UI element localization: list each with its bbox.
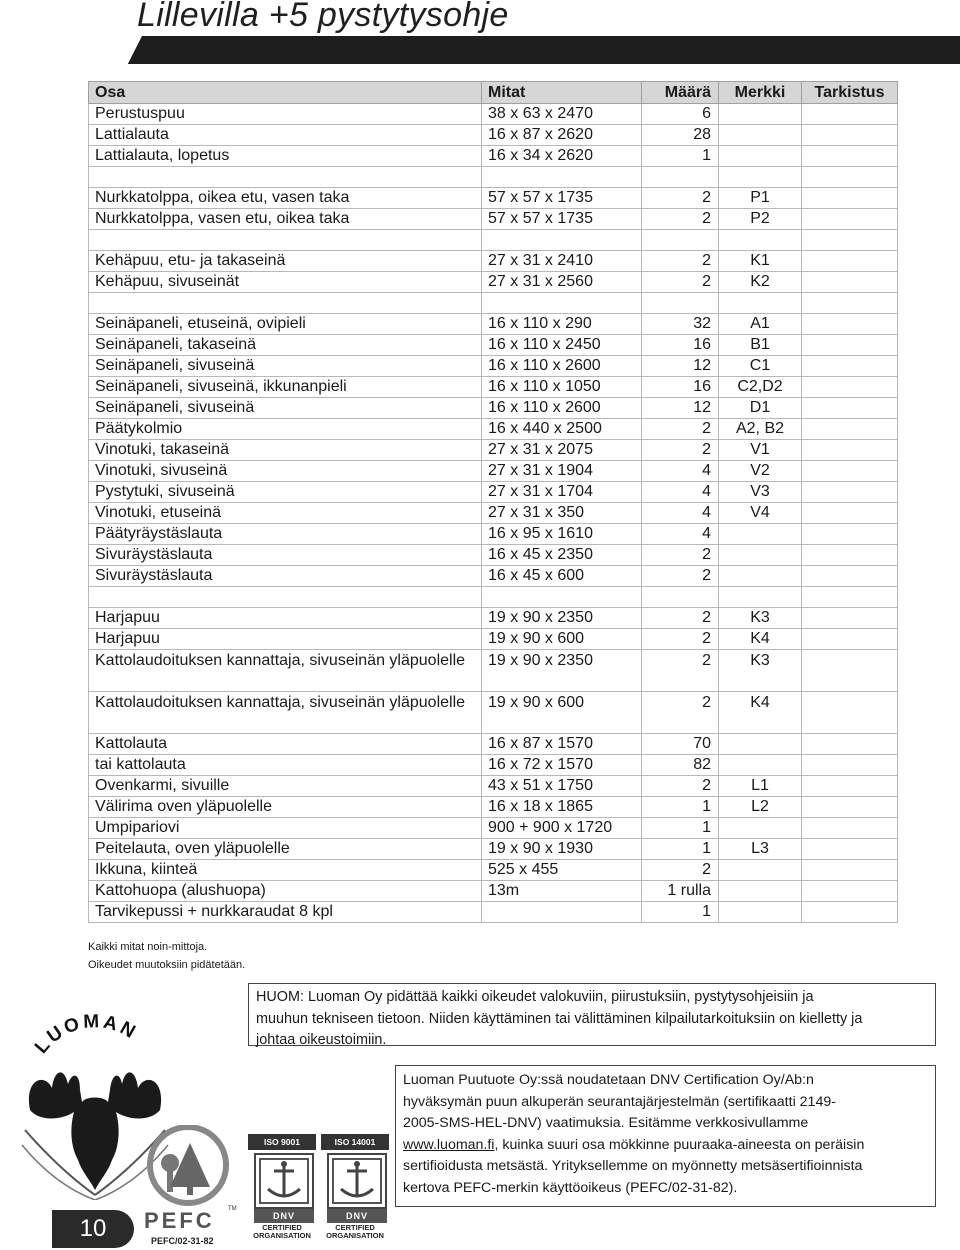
cell-mitat: 19 x 90 x 1930 (482, 839, 642, 860)
organisation-text: ORGANISATION (326, 1231, 384, 1240)
cell-tarkistus[interactable] (802, 314, 898, 335)
cell-mitat: 27 x 31 x 1704 (482, 482, 642, 503)
cell-maara (642, 167, 719, 188)
cell-osa: Harjapuu (89, 629, 482, 650)
certification-notice (395, 1065, 936, 1207)
cell-mitat: 16 x 34 x 2620 (482, 146, 642, 167)
svg-text:LUOMAN (31, 1011, 141, 1058)
parts-table (88, 81, 898, 923)
table-row (89, 398, 898, 419)
cell-mitat: 57 x 57 x 1735 (482, 209, 642, 230)
cell-maara: 1 (642, 146, 719, 167)
cert-line: Luoman Puutuote Oy:ssä noudatetaan DNV Certification Oy/Ab:n (403, 1072, 814, 1088)
cell-merkki (719, 545, 802, 566)
cell-maara: 28 (642, 125, 719, 146)
cell-maara (642, 230, 719, 251)
table-row (89, 839, 898, 860)
cell-maara: 1 rulla (642, 881, 719, 902)
table-row (89, 335, 898, 356)
certified-text: CERTIFIED (335, 1223, 375, 1232)
cell-tarkistus[interactable] (802, 524, 898, 545)
cell-osa: Nurkkatolppa, oikea etu, vasen taka (89, 188, 482, 209)
cell-maara (642, 587, 719, 608)
table-row (89, 545, 898, 566)
table-row (89, 104, 898, 125)
cell-merkki (719, 734, 802, 755)
cell-tarkistus[interactable] (802, 881, 898, 902)
title-bar (0, 36, 960, 64)
cell-maara: 2 (642, 419, 719, 440)
cell-osa: Vinotuki, etuseinä (89, 503, 482, 524)
cell-merkki (719, 146, 802, 167)
cell-maara: 2 (642, 776, 719, 797)
cell-mitat: 16 x 440 x 2500 (482, 419, 642, 440)
cell-merkki: P2 (719, 209, 802, 230)
certificate-emblem (254, 1153, 314, 1209)
table-row (89, 566, 898, 587)
cell-maara: 1 (642, 902, 719, 923)
cell-mitat: 16 x 95 x 1610 (482, 524, 642, 545)
column-header-tarkistus: Tarkistus (802, 82, 898, 104)
cell-merkki (719, 902, 802, 923)
cell-osa: Kehäpuu, sivuseinät (89, 272, 482, 293)
cell-maara: 2 (642, 860, 719, 881)
cell-tarkistus[interactable] (802, 503, 898, 524)
huom-notice (248, 983, 936, 1046)
table-row (89, 524, 898, 545)
cell-tarkistus[interactable] (802, 839, 898, 860)
iso9001-certificate-badge (248, 1134, 316, 1242)
cell-osa: Kehäpuu, etu- ja takaseinä (89, 251, 482, 272)
cell-merkki: K3 (719, 608, 802, 629)
table-row (89, 188, 898, 209)
certified-organisation-caption (317, 1224, 393, 1240)
cell-mitat: 16 x 72 x 1570 (482, 755, 642, 776)
cell-maara: 2 (642, 650, 719, 692)
cell-tarkistus[interactable] (802, 335, 898, 356)
cell-merkki (719, 587, 802, 608)
cell-merkki (719, 167, 802, 188)
cell-tarkistus[interactable] (802, 146, 898, 167)
cell-mitat: 19 x 90 x 600 (482, 629, 642, 650)
huom-line: HUOM: Luoman Oy pidättää kaikki oikeudet valokuviin, piirustuksiin, pystytysohjeisiin ja (256, 989, 814, 1005)
cell-tarkistus[interactable] (802, 440, 898, 461)
cell-osa: Kattolaudoituksen kannattaja, sivuseinän yläpuolelle (89, 650, 482, 692)
cell-maara: 1 (642, 818, 719, 839)
note-measurements: Kaikki mitat noin-mittoja. (88, 941, 208, 953)
cell-merkki: C2,D2 (719, 377, 802, 398)
cell-maara: 12 (642, 398, 719, 419)
cell-osa: Seinäpaneli, etuseinä, ovipieli (89, 314, 482, 335)
cell-osa (89, 587, 482, 608)
table-row (89, 755, 898, 776)
cell-merkki (719, 293, 802, 314)
cell-mitat (482, 167, 642, 188)
table-row (89, 902, 898, 923)
column-header-maara: Määrä (642, 82, 719, 104)
cell-merkki: A1 (719, 314, 802, 335)
cell-osa: Nurkkatolppa, vasen etu, oikea taka (89, 209, 482, 230)
page-number: 10 (52, 1210, 134, 1248)
cell-osa: Harjapuu (89, 608, 482, 629)
cell-maara: 4 (642, 503, 719, 524)
cell-tarkistus[interactable] (802, 293, 898, 314)
cell-osa: Päätyräystäslauta (89, 524, 482, 545)
cell-tarkistus[interactable] (802, 818, 898, 839)
cell-mitat (482, 587, 642, 608)
cell-merkki: C1 (719, 356, 802, 377)
luoman-logo-text: LUOMAN (31, 1011, 142, 1058)
cert-line: hyväksymän puun alkuperän seurantajärjestelmän (sertifikaatti 2149- (403, 1093, 836, 1110)
column-header-merkki: Merkki (719, 82, 802, 104)
cell-merkki (719, 104, 802, 125)
page-title: Lillevilla +5 pystytysohje (137, 0, 509, 34)
cell-tarkistus[interactable] (802, 692, 898, 734)
cell-merkki (719, 818, 802, 839)
cell-osa: Kattolaudoituksen kannattaja, sivuseinän yläpuolelle (89, 692, 482, 734)
cell-tarkistus[interactable] (802, 797, 898, 818)
table-row (89, 230, 898, 251)
cell-mitat: 19 x 90 x 600 (482, 692, 642, 734)
table-row (89, 587, 898, 608)
cell-maara: 2 (642, 629, 719, 650)
cell-tarkistus[interactable] (802, 230, 898, 251)
table-row (89, 251, 898, 272)
table-row (89, 209, 898, 230)
cell-maara: 70 (642, 734, 719, 755)
cell-merkki: L2 (719, 797, 802, 818)
cell-maara: 6 (642, 104, 719, 125)
column-header-osa: Osa (89, 82, 482, 104)
table-row (89, 692, 898, 734)
table-row (89, 146, 898, 167)
cell-mitat: 16 x 110 x 290 (482, 314, 642, 335)
cell-mitat: 38 x 63 x 2470 (482, 104, 642, 125)
table-row (89, 377, 898, 398)
cell-osa: Sivuräystäslauta (89, 566, 482, 587)
cell-mitat (482, 902, 642, 923)
iso9001-label: ISO 9001 (248, 1134, 316, 1150)
cell-merkki: V4 (719, 503, 802, 524)
cell-mitat: 16 x 18 x 1865 (482, 797, 642, 818)
certified-organisation-caption (244, 1224, 320, 1240)
cell-osa: Vinotuki, takaseinä (89, 440, 482, 461)
table-row (89, 356, 898, 377)
cell-merkki: A2, B2 (719, 419, 802, 440)
cell-tarkistus[interactable] (802, 419, 898, 440)
iso14001-certificate-badge (321, 1134, 389, 1242)
cell-merkki (719, 230, 802, 251)
cell-mitat: 16 x 110 x 1050 (482, 377, 642, 398)
cell-mitat: 57 x 57 x 1735 (482, 188, 642, 209)
table-row (89, 734, 898, 755)
iso14001-label: ISO 14001 (321, 1134, 389, 1150)
cell-osa: Seinäpaneli, sivuseinä, ikkunanpieli (89, 377, 482, 398)
cell-merkki (719, 125, 802, 146)
dnv-label: DNV (327, 1209, 387, 1223)
cell-merkki (719, 524, 802, 545)
cell-tarkistus[interactable] (802, 125, 898, 146)
cell-merkki (719, 860, 802, 881)
cell-mitat (482, 230, 642, 251)
cell-merkki: K4 (719, 692, 802, 734)
website-link[interactable]: www.luoman.fi (403, 1136, 495, 1153)
cert-line: 2005-SMS-HEL-DNV) vaatimuksia. Esitämme verkkosivullamme (403, 1115, 809, 1132)
table-row (89, 125, 898, 146)
cell-mitat: 900 + 900 x 1720 (482, 818, 642, 839)
cell-osa: Perustuspuu (89, 104, 482, 125)
cell-maara: 1 (642, 839, 719, 860)
cell-osa: Päätykolmio (89, 419, 482, 440)
cell-tarkistus[interactable] (802, 272, 898, 293)
cell-tarkistus[interactable] (802, 482, 898, 503)
cell-mitat: 27 x 31 x 1904 (482, 461, 642, 482)
cell-maara: 1 (642, 797, 719, 818)
pefc-code: PEFC/02-31-82 (151, 1236, 214, 1246)
cell-mitat: 16 x 110 x 2450 (482, 335, 642, 356)
cell-osa (89, 230, 482, 251)
table-row (89, 440, 898, 461)
cell-maara: 32 (642, 314, 719, 335)
column-header-mitat: Mitat (482, 82, 642, 104)
cell-tarkistus[interactable] (802, 902, 898, 923)
cell-mitat: 525 x 455 (482, 860, 642, 881)
cell-mitat: 16 x 45 x 2350 (482, 545, 642, 566)
cert-line: sertifioidusta metsästä. Yrityksellemme on myönnetty metsäsertifioinnista (403, 1158, 863, 1175)
cell-osa: Umpipariovi (89, 818, 482, 839)
cell-maara: 4 (642, 524, 719, 545)
cell-tarkistus[interactable] (802, 209, 898, 230)
cell-merkki: D1 (719, 398, 802, 419)
cell-mitat: 27 x 31 x 350 (482, 503, 642, 524)
cell-tarkistus[interactable] (802, 860, 898, 881)
cell-maara: 2 (642, 272, 719, 293)
cell-mitat: 16 x 110 x 2600 (482, 356, 642, 377)
cell-merkki: V3 (719, 482, 802, 503)
cell-maara: 2 (642, 188, 719, 209)
cell-tarkistus[interactable] (802, 566, 898, 587)
cell-tarkistus[interactable] (802, 356, 898, 377)
table-row (89, 608, 898, 629)
table-row (89, 797, 898, 818)
cell-tarkistus[interactable] (802, 461, 898, 482)
cell-merkki (719, 755, 802, 776)
certificate-emblem (327, 1153, 387, 1209)
cell-osa: Seinäpaneli, takaseinä (89, 335, 482, 356)
cell-mitat (482, 293, 642, 314)
cert-line (403, 1135, 929, 1157)
cell-tarkistus[interactable] (802, 587, 898, 608)
cell-merkki: K2 (719, 272, 802, 293)
table-row (89, 272, 898, 293)
pefc-trademark: TM (228, 1206, 237, 1212)
title-bar-cut (0, 36, 142, 64)
cell-tarkistus[interactable] (802, 398, 898, 419)
table-row (89, 818, 898, 839)
table-row (89, 461, 898, 482)
table-row (89, 419, 898, 440)
table-row (89, 167, 898, 188)
cell-osa: Ovenkarmi, sivuille (89, 776, 482, 797)
cell-mitat: 43 x 51 x 1750 (482, 776, 642, 797)
cell-osa: Ikkuna, kiinteä (89, 860, 482, 881)
cell-maara: 82 (642, 755, 719, 776)
cell-osa: Välirima oven yläpuolelle (89, 797, 482, 818)
cell-mitat: 16 x 45 x 600 (482, 566, 642, 587)
cell-maara: 4 (642, 461, 719, 482)
note-rights: Oikeudet muutoksiin pidätetään. (88, 959, 246, 971)
table-row (89, 293, 898, 314)
cell-maara: 2 (642, 251, 719, 272)
cell-tarkistus[interactable] (802, 629, 898, 650)
cell-osa: Lattialauta (89, 125, 482, 146)
cell-tarkistus[interactable] (802, 188, 898, 209)
cell-tarkistus[interactable] (802, 545, 898, 566)
cell-tarkistus[interactable] (802, 377, 898, 398)
dnv-label: DNV (254, 1209, 314, 1223)
cell-maara (642, 293, 719, 314)
cell-osa: Seinäpaneli, sivuseinä (89, 398, 482, 419)
table-row (89, 650, 898, 692)
huom-line: johtaa oikeustoimiin. (256, 1032, 387, 1048)
cell-merkki: V2 (719, 461, 802, 482)
table-row (89, 629, 898, 650)
cell-osa: Vinotuki, sivuseinä (89, 461, 482, 482)
cell-mitat: 16 x 87 x 1570 (482, 734, 642, 755)
cell-merkki: B1 (719, 335, 802, 356)
cert-line-rest: , kuinka suuri osa mökkinne puuraaka-aineesta on peräisin (494, 1136, 865, 1153)
cell-osa (89, 293, 482, 314)
table-row (89, 314, 898, 335)
cell-tarkistus[interactable] (802, 776, 898, 797)
cell-mitat: 13m (482, 881, 642, 902)
cell-merkki: K1 (719, 251, 802, 272)
cell-osa: Seinäpaneli, sivuseinä (89, 356, 482, 377)
table-row (89, 776, 898, 797)
table-row (89, 881, 898, 902)
dnv-ship-icon (256, 1155, 312, 1207)
cert-line: kertova PEFC-merkin käyttöoikeus (PEFC/02-31-82). (403, 1179, 738, 1196)
cell-osa (89, 167, 482, 188)
cell-merkki: V1 (719, 440, 802, 461)
cell-merkki: K3 (719, 650, 802, 692)
cell-tarkistus[interactable] (802, 650, 898, 692)
table-row (89, 503, 898, 524)
cell-maara: 16 (642, 377, 719, 398)
cell-tarkistus[interactable] (802, 734, 898, 755)
cell-osa: tai kattolauta (89, 755, 482, 776)
cell-mitat: 27 x 31 x 2075 (482, 440, 642, 461)
cell-maara: 2 (642, 692, 719, 734)
cell-merkki: L3 (719, 839, 802, 860)
cell-merkki: P1 (719, 188, 802, 209)
table-row (89, 860, 898, 881)
cell-osa: Pystytuki, sivuseinä (89, 482, 482, 503)
cell-maara: 2 (642, 545, 719, 566)
cell-maara: 2 (642, 566, 719, 587)
cell-tarkistus[interactable] (802, 167, 898, 188)
cell-maara: 16 (642, 335, 719, 356)
cell-merkki (719, 881, 802, 902)
organisation-text: ORGANISATION (253, 1231, 311, 1240)
cell-maara: 2 (642, 608, 719, 629)
cell-tarkistus[interactable] (802, 755, 898, 776)
cell-osa: Kattolauta (89, 734, 482, 755)
cell-mitat: 27 x 31 x 2410 (482, 251, 642, 272)
cell-merkki: K4 (719, 629, 802, 650)
cell-maara: 2 (642, 440, 719, 461)
pefc-logo-text: PEFC (144, 1208, 215, 1233)
cell-maara: 4 (642, 482, 719, 503)
cell-osa: Sivuräystäslauta (89, 545, 482, 566)
dnv-ship-icon (329, 1155, 385, 1207)
table-row (89, 482, 898, 503)
cell-maara: 12 (642, 356, 719, 377)
cell-mitat: 27 x 31 x 2560 (482, 272, 642, 293)
cell-tarkistus[interactable] (802, 104, 898, 125)
cell-mitat: 16 x 110 x 2600 (482, 398, 642, 419)
cell-merkki (719, 566, 802, 587)
cell-mitat: 19 x 90 x 2350 (482, 608, 642, 629)
cell-merkki: L1 (719, 776, 802, 797)
cell-tarkistus[interactable] (802, 608, 898, 629)
cell-osa: Peitelauta, oven yläpuolelle (89, 839, 482, 860)
cell-osa: Kattohuopa (alushuopa) (89, 881, 482, 902)
cell-maara: 2 (642, 209, 719, 230)
cell-osa: Tarvikepussi + nurkkaraudat 8 kpl (89, 902, 482, 923)
cell-mitat: 19 x 90 x 2350 (482, 650, 642, 692)
huom-line: muuhun tekniseen tietoon. Niiden käyttäminen tai välittäminen kilpailutarkoituksiin on kielletty ja (256, 1010, 863, 1027)
cell-tarkistus[interactable] (802, 251, 898, 272)
cell-mitat: 16 x 87 x 2620 (482, 125, 642, 146)
certified-text: CERTIFIED (262, 1223, 302, 1232)
cell-osa: Lattialauta, lopetus (89, 146, 482, 167)
table-header-row (89, 82, 898, 104)
